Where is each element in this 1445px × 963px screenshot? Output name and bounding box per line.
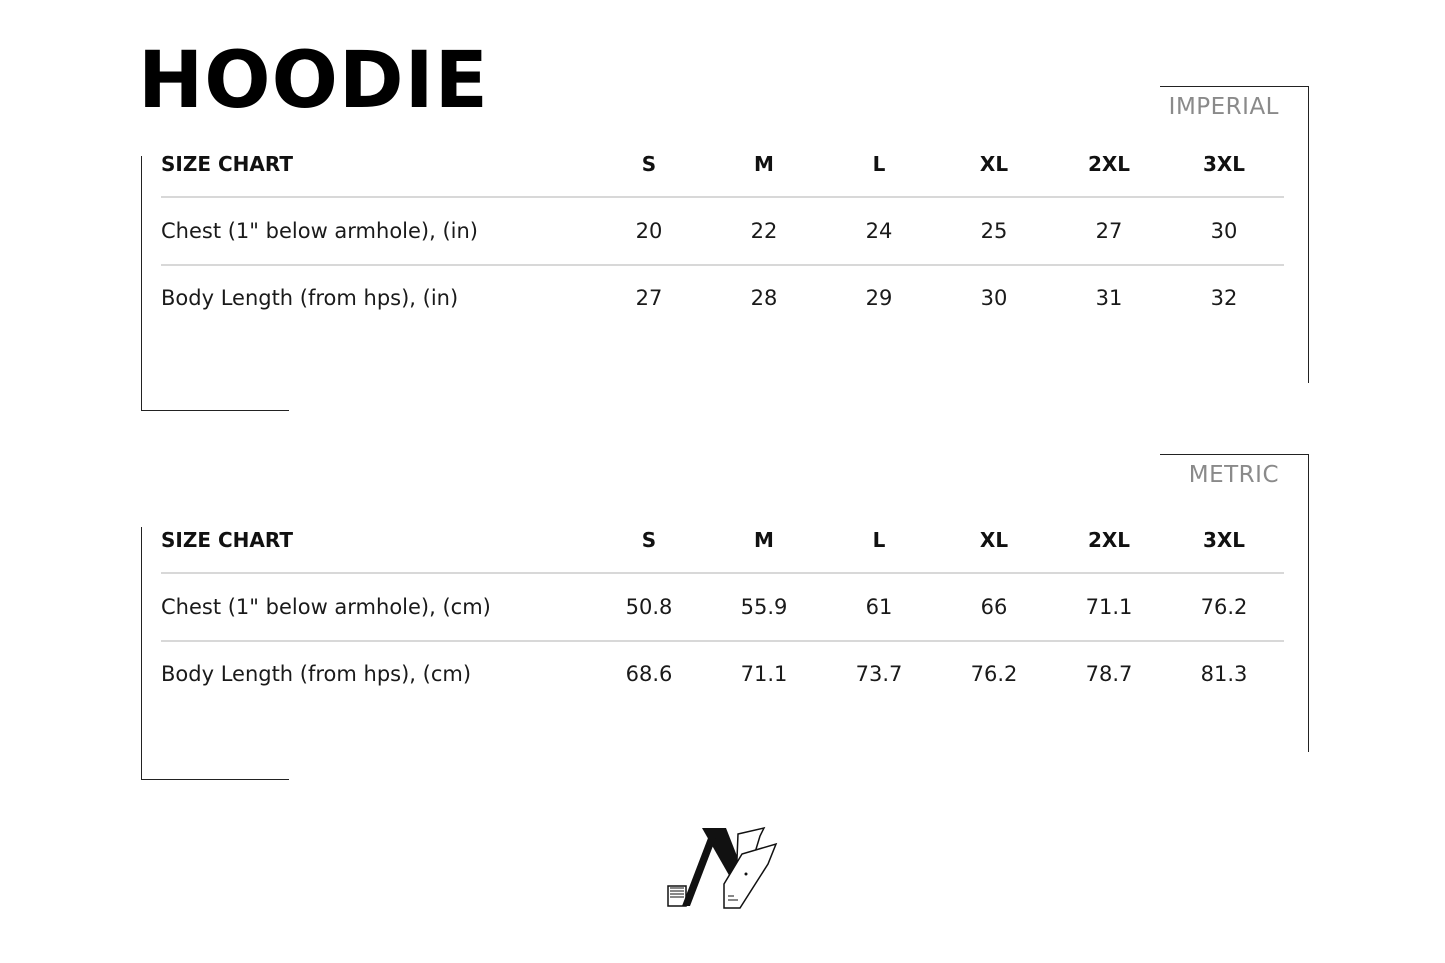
table-cell: 27 [1095,218,1123,243]
metric-frame-left [141,527,142,780]
table-row [161,197,1284,264]
row-label: Body Length (from hps), (cm) [161,661,472,686]
table-cell: 24 [865,218,893,243]
table-cell: 76.2 [1200,594,1248,619]
table-cell: 29 [865,285,893,310]
size-3xl-header: 3XL [1202,528,1246,552]
size-xl-header: XL [979,528,1009,552]
table-cell: 27 [635,285,663,310]
table-cell: 32 [1210,285,1238,310]
table-row [161,640,1284,707]
table-cell: 50.8 [625,594,673,619]
table-cell: 55.9 [740,594,788,619]
table-cell: 30 [1210,218,1238,243]
row-label: Body Length (from hps), (in) [161,285,459,310]
table-cell: 20 [635,218,663,243]
metric-frame-bottom [141,779,289,780]
metric-frame-right [1308,454,1309,752]
table-cell: 78.7 [1085,661,1133,686]
metric-unit-label: METRIC [1188,462,1279,488]
table-cell: 31 [1095,285,1123,310]
imperial-frame-bottom [141,410,289,411]
table-header-row [161,131,1284,197]
row-label: Chest (1" below armhole), (cm) [161,594,491,619]
imperial-frame-left [141,156,142,411]
size-m-header: M [754,528,774,552]
table-header-row [161,507,1284,573]
table-cell: 30 [980,285,1008,310]
size-s-header: S [641,152,657,176]
size-2xl-header: 2XL [1087,152,1131,176]
table-row [161,264,1284,331]
table-cell: 61 [865,594,893,619]
size-s-header: S [641,528,657,552]
size-m-header: M [754,152,774,176]
metric-size-table [161,507,1284,707]
table-cell: 81.3 [1200,661,1248,686]
size-chart-header: SIZE CHART [161,528,294,552]
table-cell: 22 [750,218,778,243]
table-cell: 71.1 [1085,594,1133,619]
table-cell: 66 [980,594,1008,619]
table-cell: 76.2 [970,661,1018,686]
imperial-frame-top [1160,86,1309,87]
page-title: HOODIE [138,36,489,126]
table-cell: 28 [750,285,778,310]
table-cell: 73.7 [855,661,903,686]
imperial-unit-label: IMPERIAL [1168,94,1279,120]
metric-frame-top [1160,454,1309,455]
size-chart-header: SIZE CHART [161,152,294,176]
size-l-header: L [872,152,886,176]
size-3xl-header: 3XL [1202,152,1246,176]
size-2xl-header: 2XL [1087,528,1131,552]
n-logo-icon [664,824,780,910]
table-cell: 25 [980,218,1008,243]
imperial-frame-right [1308,86,1309,383]
size-l-header: L [872,528,886,552]
imperial-size-table [161,131,1284,331]
row-label: Chest (1" below armhole), (in) [161,218,478,243]
table-cell: 71.1 [740,661,788,686]
table-cell: 68.6 [625,661,673,686]
table-row [161,573,1284,640]
size-xl-header: XL [979,152,1009,176]
